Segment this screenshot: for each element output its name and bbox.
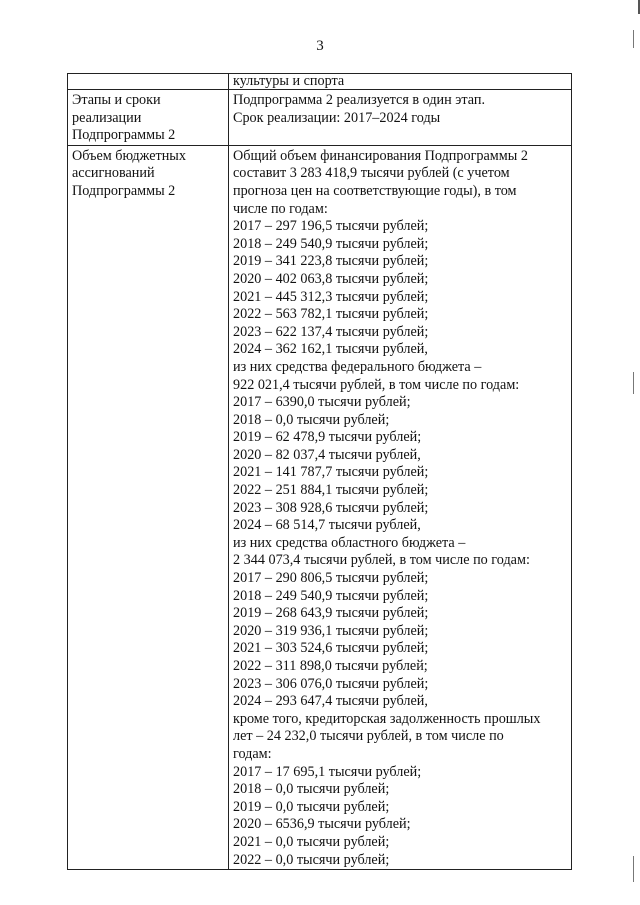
funding-value-line: 2023 – 306 076,0 тысячи рублей; (233, 675, 429, 692)
funding-value-line: 2023 – 308 928,6 тысячи рублей; (233, 499, 429, 516)
funding-value-line: Общий объем финансирования Подпрограммы 2 (233, 147, 528, 164)
table-cell-empty (68, 74, 229, 90)
stages-value-line: Срок реализации: 2017–2024 годы (233, 109, 441, 126)
stages-label-line: реализации (72, 109, 142, 126)
funding-value-line: 2 344 073,4 тысячи рублей, в том числе по годам: (233, 552, 530, 569)
funding-value-line: годам: (233, 745, 272, 762)
funding-value-line: 2021 – 445 312,3 тысячи рублей; (233, 288, 429, 305)
program-passport-table (67, 73, 572, 870)
funding-value-line: 2022 – 0,0 тысячи рублей; (233, 851, 390, 868)
funding-value-line: 2017 – 17 695,1 тысячи рублей; (233, 763, 422, 780)
funding-value-cell (229, 145, 572, 869)
funding-value-line: прогноза цен на соответствующие годы), в том (233, 182, 517, 199)
stages-value-line: Подпрограмма 2 реализуется в один этап. (233, 92, 485, 108)
funding-value-line: кроме того, кредиторская задолженность прошлых (233, 710, 541, 727)
funding-value-line: 2017 – 6390,0 тысячи рублей; (233, 394, 411, 411)
stages-label-cell (68, 90, 229, 146)
funding-value-line: 2020 – 319 936,1 тысячи рублей; (233, 622, 429, 639)
funding-value-line: 2023 – 622 137,4 тысячи рублей; (233, 323, 429, 340)
funding-value-line: 2024 – 293 647,4 тысячи рублей, (233, 693, 428, 710)
funding-value-line: 2019 – 268 643,9 тысячи рублей; (233, 605, 429, 622)
funding-value-line: 2022 – 563 782,1 тысячи рублей; (233, 306, 429, 323)
funding-value-line: 2020 – 402 063,8 тысячи рублей; (233, 270, 429, 287)
funding-value-line: 2020 – 6536,9 тысячи рублей; (233, 816, 411, 833)
funding-value-line: 2019 – 0,0 тысячи рублей; (233, 798, 390, 815)
funding-value-line: 2021 – 141 787,7 тысячи рублей; (233, 464, 429, 481)
stages-label-line: Подпрограммы 2 (72, 127, 176, 144)
funding-label-line: ассигнований (72, 165, 155, 182)
funding-value-line: 2018 – 0,0 тысячи рублей; (233, 411, 390, 428)
funding-value-line: 2017 – 297 196,5 тысячи рублей; (233, 218, 429, 235)
table-row (68, 74, 572, 90)
funding-value-line: 2018 – 249 540,9 тысячи рублей; (233, 587, 429, 604)
funding-value-line: 2024 – 362 162,1 тысячи рублей, (233, 341, 428, 358)
funding-value-line: 2018 – 0,0 тысячи рублей; (233, 781, 390, 798)
funding-label-cell (68, 145, 229, 869)
funding-value-line: из них средства федерального бюджета – (233, 358, 482, 375)
table-row (68, 90, 572, 146)
funding-value-line: 2021 – 0,0 тысячи рублей; (233, 833, 390, 850)
funding-value-line: 2020 – 82 037,4 тысячи рублей, (233, 446, 421, 463)
funding-value-line: 2022 – 311 898,0 тысячи рублей; (233, 658, 428, 674)
funding-value-line: 2019 – 341 223,8 тысячи рублей; (233, 253, 429, 270)
funding-value-line: лет – 24 232,0 тысячи рублей, в том числе по (233, 728, 504, 745)
funding-value-line: 2022 – 251 884,1 тысячи рублей; (233, 482, 429, 499)
funding-value-line: 2018 – 249 540,9 тысячи рублей; (233, 235, 429, 252)
funding-value-line: составит 3 283 418,9 тысячи рублей (с учетом (233, 165, 510, 182)
funding-label-line: Объем бюджетных (72, 147, 186, 164)
stages-value-cell (229, 90, 572, 146)
page-number: 3 (316, 38, 324, 54)
funding-label-line: Подпрограммы 2 (72, 182, 176, 199)
funding-value-line: 2019 – 62 478,9 тысячи рублей; (233, 429, 422, 446)
funding-value-line: из них средства областного бюджета – (233, 534, 466, 551)
scan-edge-mark (633, 372, 634, 394)
scan-edge-mark (633, 856, 634, 882)
stages-label-line: Этапы и сроки (72, 92, 161, 108)
funding-value-line: 922 021,4 тысячи рублей, в том числе по годам: (233, 376, 520, 393)
table-row (68, 145, 572, 869)
funding-value-line: 2017 – 290 806,5 тысячи рублей; (233, 570, 429, 587)
funding-value-line: 2021 – 303 524,6 тысячи рублей; (233, 640, 429, 657)
funding-value-line: числе по годам: (233, 200, 328, 217)
funding-value-line: 2024 – 68 514,7 тысячи рублей, (233, 517, 421, 534)
table-cell-continuation: культуры и спорта (229, 74, 572, 90)
